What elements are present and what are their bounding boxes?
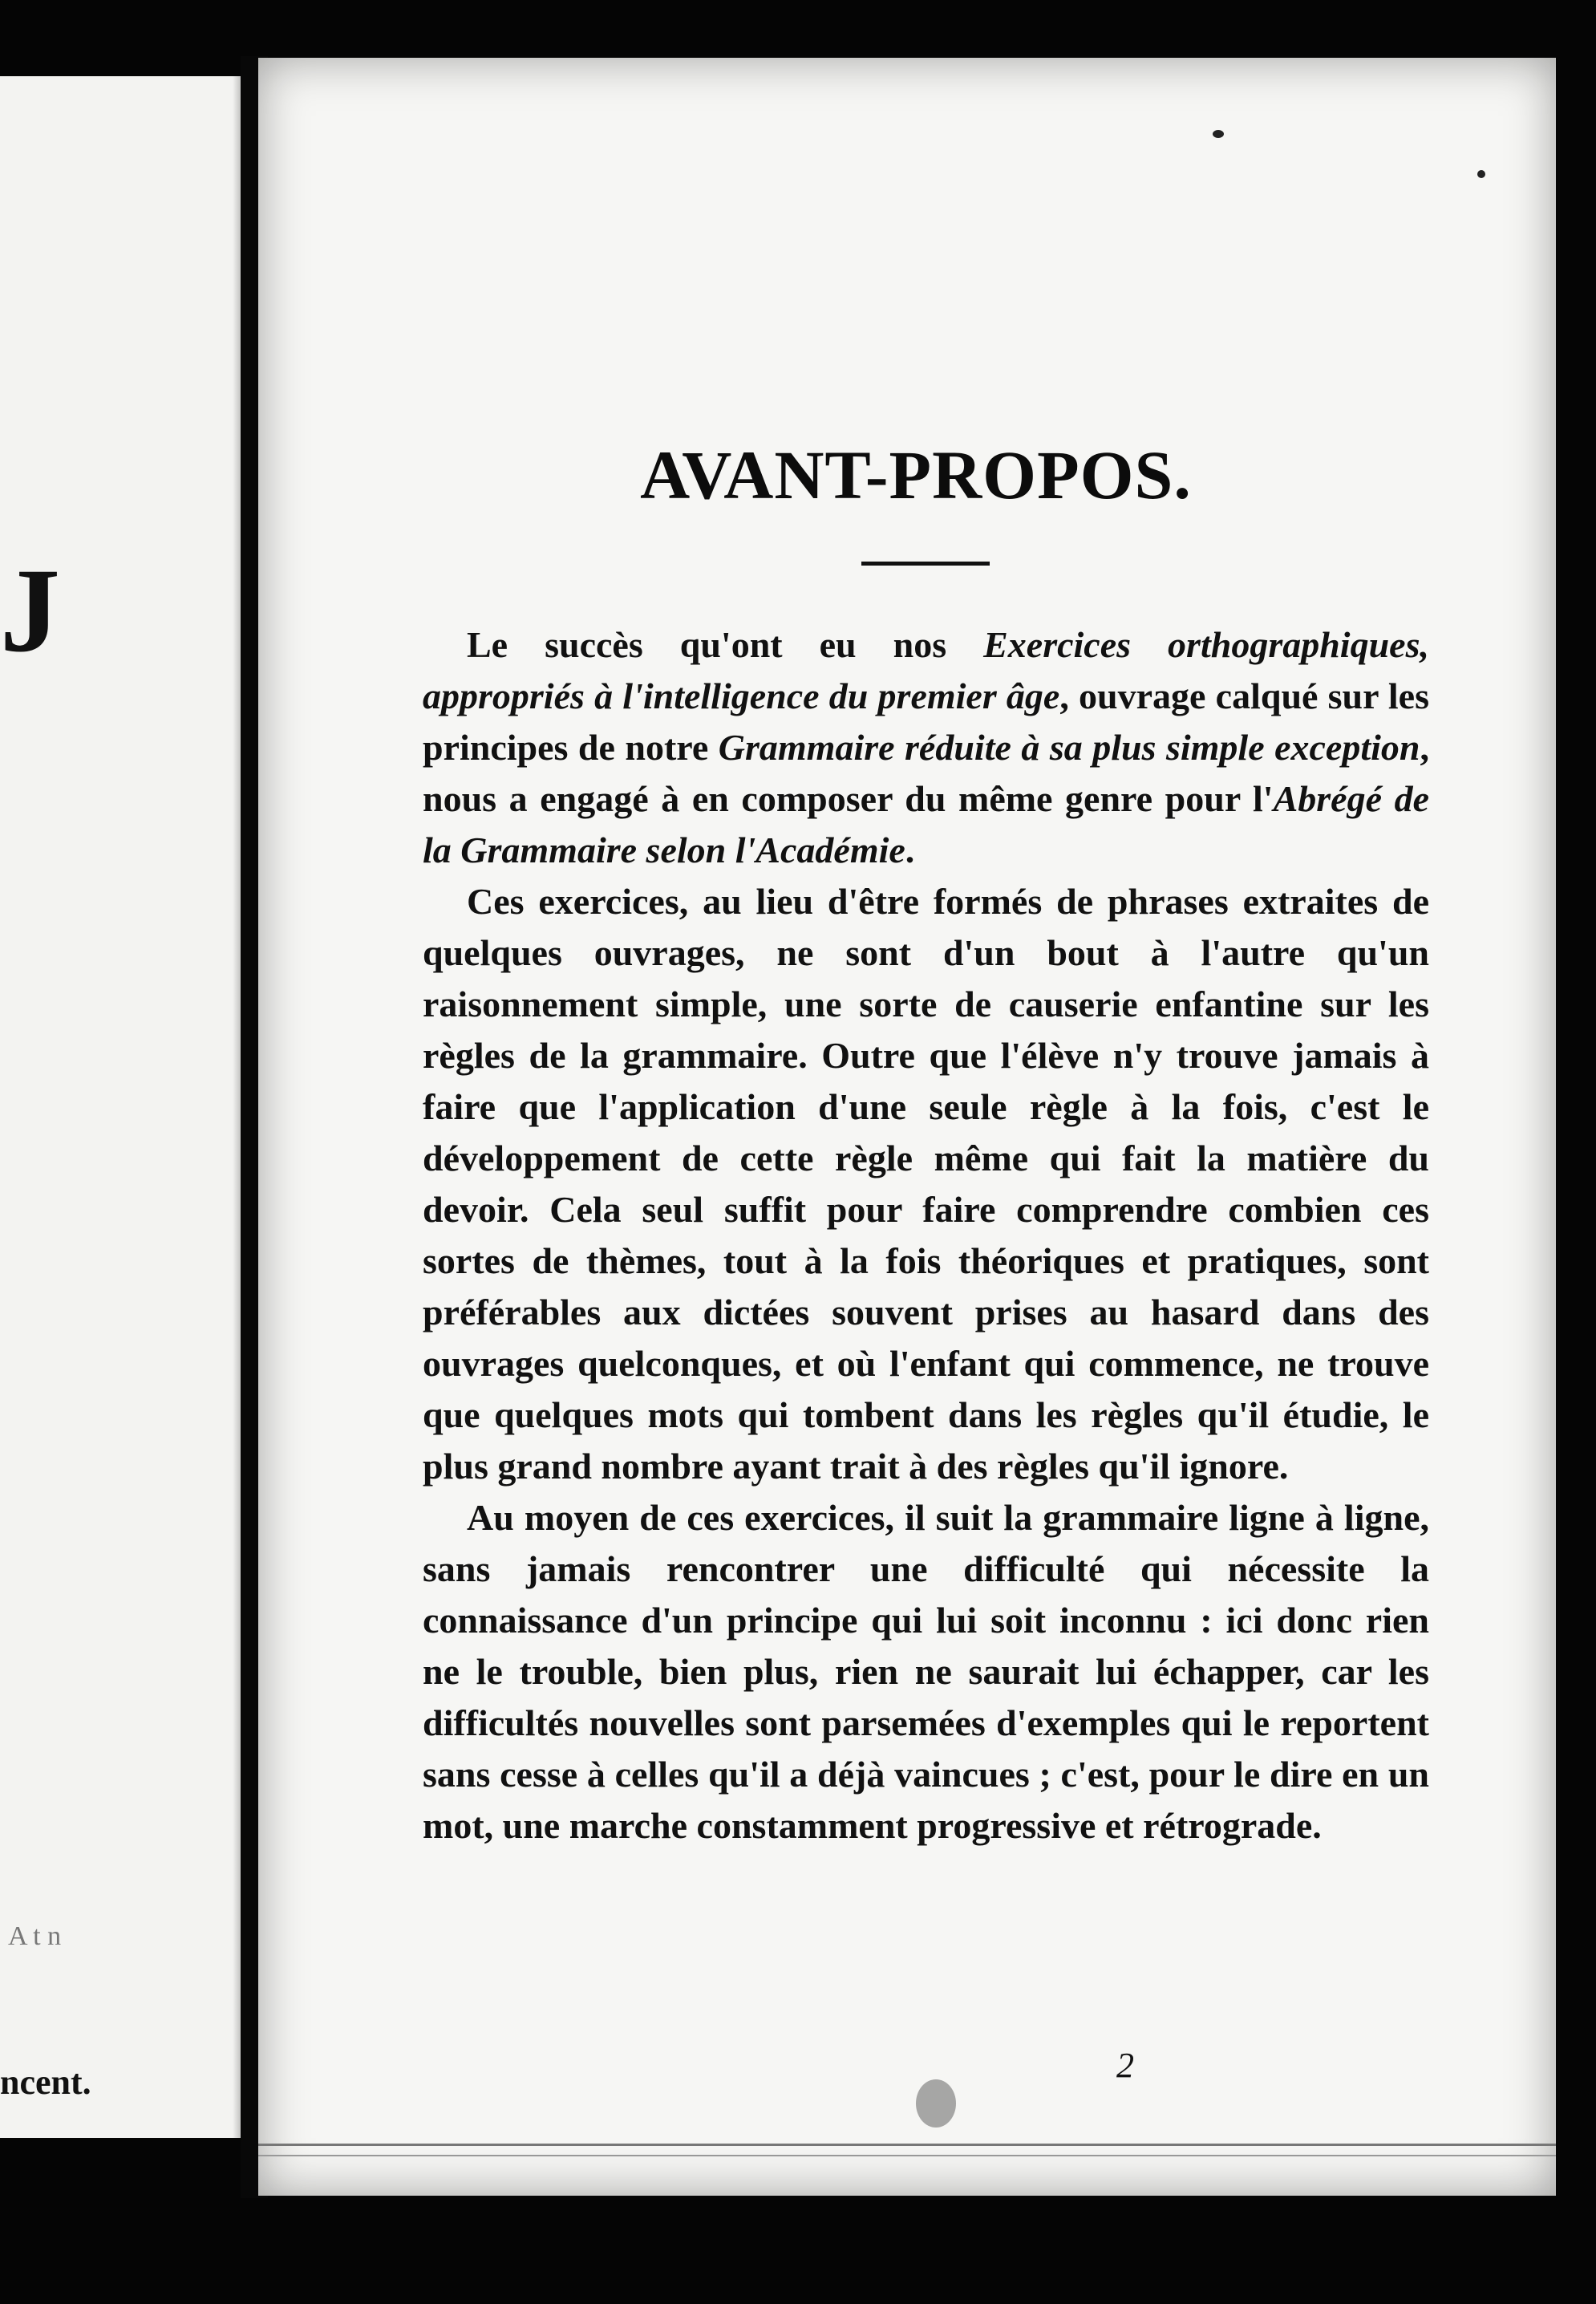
paragraph [423, 876, 1429, 1492]
italic-run: Abrégé de la Grammaire selon l'Académie [423, 778, 1429, 870]
left-page-word-fragment: ncent. [0, 2063, 91, 2102]
bottom-rule [258, 2144, 1556, 2146]
right-page [258, 58, 1556, 2196]
page-mark: 2 [1116, 2046, 1134, 2085]
italic-run: Grammaire réduite à sa plus simple exception [718, 727, 1420, 768]
bottom-rule [258, 2155, 1556, 2156]
text-run: Au moyen de ces exercices, il suit la grammaire ligne à ligne, sans jamais rencontrer une difficulté qui nécessite la connaissance d'un principe qui lui soit inconnu : ici donc rien ne le trouble, bien plus, rien ne saurait lui échapper, car les difficultés nouvelles sont parsemées d'exemples qui le reportent sans cesse à celles qu'il a déjà vaincues ; c'est, pour le dire en un mot, une marche constamment progressive et rétrograde. [423, 1497, 1429, 1846]
ink-speck [1477, 170, 1485, 178]
paragraph [423, 1492, 1429, 1852]
italic-run: Exercices orthographiques, appropriés à l'intelligence du premier âge [423, 624, 1429, 716]
text-run: Le succès qu'ont eu nos [467, 624, 984, 665]
ink-smudge [916, 2079, 956, 2128]
left-page-large-letter: J [0, 544, 92, 677]
text-run: , ouvrage calqué sur les principes de notre [423, 675, 1429, 768]
body-text [423, 619, 1429, 1852]
paragraph [423, 619, 1429, 876]
text-run: Ces exercices, au lieu d'être formés de phrases extraites de quelques ouvrages, ne sont d'un bout à l'autre qu'un raisonnement simple, une sorte de causerie enfantine sur les règles de la grammaire. Outre que l'élève n'y trouve jamais à faire que l'application d'une seule règle à la fois, c'est le développement de cette règle même qui fait la matière du devoir. Cela seul suffit pour faire comprendre combien ces sortes de thèmes, tout à la fois théoriques et pratiques, sont préférables aux dictées souvent prises au hasard dans des ouvrages quelconques, et où l'enfant qui commence, ne trouve que quelques mots qui tombent dans les règles qu'il étudie, le plus grand nombre ayant trait à des règles qu'il ignore. [423, 881, 1429, 1487]
text-run: , nous a engagé à en composer du même genre pour l' [423, 727, 1429, 819]
left-page-fragment [0, 76, 255, 2138]
text-run: . [905, 830, 915, 870]
page-title: AVANT-PROPOS. [640, 436, 1192, 513]
title-rule [861, 562, 990, 566]
left-page-small-text: A t n [8, 1921, 62, 1951]
ink-speck [1213, 130, 1224, 138]
